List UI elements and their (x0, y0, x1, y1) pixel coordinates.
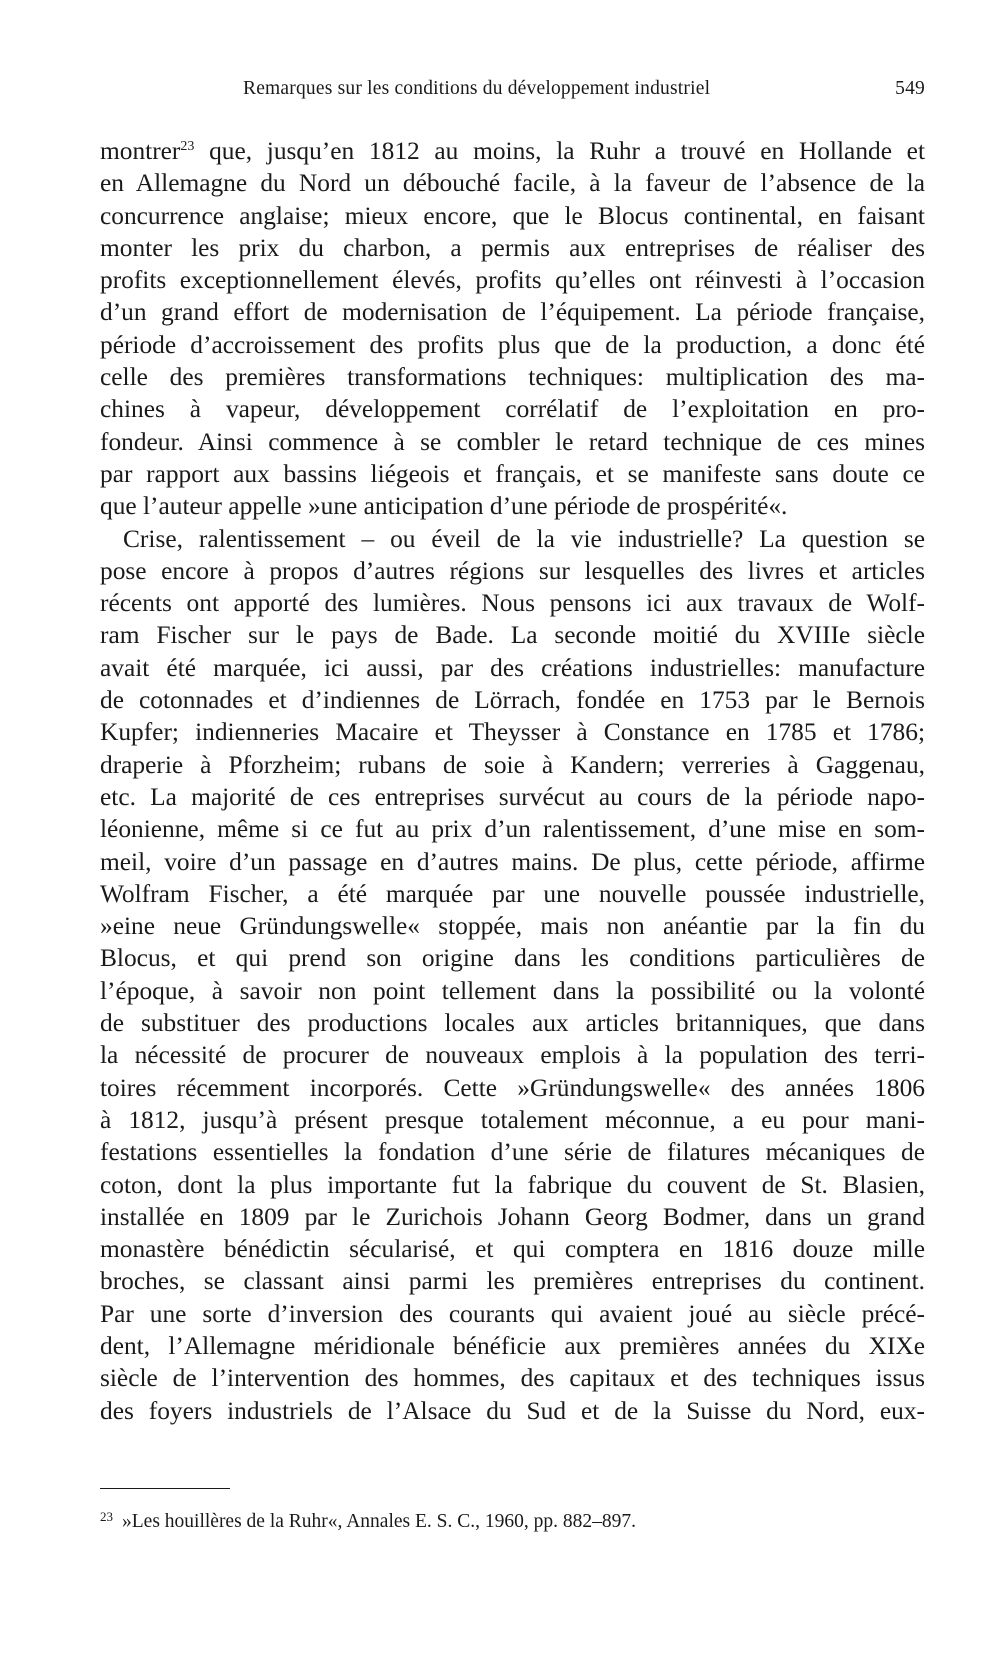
text-line: en Allemagne du Nord un débouché facile, à la faveur de l’absence de la (100, 169, 925, 198)
text-line (100, 135, 925, 167)
body-text (100, 135, 925, 1427)
text-line: chines à vapeur, développement corrélatif de l’exploitation en pro- (100, 395, 925, 424)
text-line: à 1812, jusqu’à présent presque totalement méconnue, a eu pour mani- (100, 1105, 925, 1134)
running-head (100, 74, 925, 106)
text-line: dent, l’Allemagne méridionale bénéficie aux premières années du XIXe (100, 1331, 925, 1360)
text-line: toires récemment incorporés. Cette »Gründungswelle« des années 1806 (100, 1073, 925, 1102)
text-line: la nécessité de procurer de nouveaux emplois à la population des terri- (100, 1041, 925, 1070)
text-line: meil, voire d’un passage en d’autres mains. De plus, cette période, affirme (100, 847, 925, 876)
text-line: celle des premières transformations techniques: multiplication des ma- (100, 363, 925, 392)
running-title: Remarques sur les conditions du développement industriel (243, 78, 711, 99)
text-line: Crise, ralentissement – ou éveil de la vie industrielle? La question se (123, 524, 925, 553)
text-line: profits exceptionnellement élevés, profits qu’elles ont réinvesti à l’occasion (100, 266, 925, 295)
text-line: de substituer des productions locales aux articles britanniques, que dans (100, 1009, 925, 1038)
text-line: etc. La majorité de ces entreprises survécut au cours de la période napo- (100, 782, 925, 811)
text-line: draperie à Pforzheim; rubans de soie à Kandern; verreries à Gaggenau, (100, 750, 925, 779)
text-line: installée en 1809 par le Zurichois Johann Georg Bodmer, dans un grand (100, 1202, 925, 1231)
text-line: monter les prix du charbon, a permis aux entreprises de réaliser des (100, 233, 925, 262)
text-line: siècle de l’intervention des hommes, des capitaux et des techniques issus (100, 1364, 925, 1393)
text-line: fondeur. Ainsi commence à se combler le retard technique de ces mines (100, 427, 925, 456)
text-line: d’un grand effort de modernisation de l’équipement. La période française, (100, 298, 925, 327)
text-line: Kupfer; indienneries Macaire et Theysser à Constance en 1785 et 1786; (100, 718, 925, 747)
text-line: période d’accroissement des profits plus que de la production, a donc été (100, 330, 925, 359)
text-line: avait été marquée, ici aussi, par des créations industrielles: manufacture (100, 653, 925, 682)
text-line: Par une sorte d’inversion des courants qui avaient joué au siècle précé- (100, 1299, 925, 1328)
text-line: que l’auteur appelle »une anticipation d’une période de prospérité«. (100, 492, 788, 521)
text-line: des foyers industriels de l’Alsace du Sud et de la Suisse du Nord, eux- (100, 1396, 925, 1425)
text-line: récents ont apporté des lumières. Nous pensons ici aux travaux de Wolf- (100, 589, 925, 618)
text-line: par rapport aux bassins liégeois et français, et se manifeste sans doute ce (100, 459, 925, 488)
text-line: Wolfram Fischer, a été marquée par une nouvelle poussée industrielle, (100, 879, 925, 908)
page-number: 549 (895, 78, 925, 99)
footnote-text: »Les houillères de la Ruhr«, Annales E. S. C., 1960, pp. 882–897. (122, 1511, 636, 1532)
text-line: Blocus, et qui prend son origine dans les conditions particulières de (100, 944, 925, 973)
footnote-number: 23 (100, 1509, 113, 1524)
text-line: l’époque, à savoir non point tellement dans la possibilité ou la volonté (100, 976, 925, 1005)
footnote (100, 1504, 925, 1535)
text-line: monastère bénédictin sécularisé, et qui comptera en 1816 douze mille (100, 1235, 925, 1264)
line-lead-word: montrer (100, 137, 181, 165)
text-line: pose encore à propos d’autres régions sur lesquelles des livres et articles (100, 556, 925, 585)
footnote-divider (100, 1488, 230, 1489)
text-line: broches, se classant ainsi parmi les premières entreprises du continent. (100, 1267, 925, 1296)
text-line: ram Fischer sur le pays de Bade. La seconde moitié du XVIIIe siècle (100, 621, 925, 650)
footnote-reference: 23 (180, 139, 195, 154)
text-line: concurrence anglaise; mieux encore, que le Blocus continental, en faisant (100, 201, 925, 230)
text-line: festations essentielles la fondation d’une série de filatures mécaniques de (100, 1138, 925, 1167)
text-line: léonienne, même si ce fut au prix d’un ralentissement, d’une mise en som- (100, 815, 925, 844)
text-line: coton, dont la plus importante fut la fabrique du couvent de St. Blasien, (100, 1170, 925, 1199)
line-text: que, jusqu’en 1812 au moins, la Ruhr a trouvé en Hollande et (194, 137, 925, 165)
text-line: »eine neue Gründungswelle« stoppée, mais non anéantie par la fin du (100, 912, 925, 941)
text-line: de cotonnades et d’indiennes de Lörrach, fondée en 1753 par le Bernois (100, 686, 925, 715)
